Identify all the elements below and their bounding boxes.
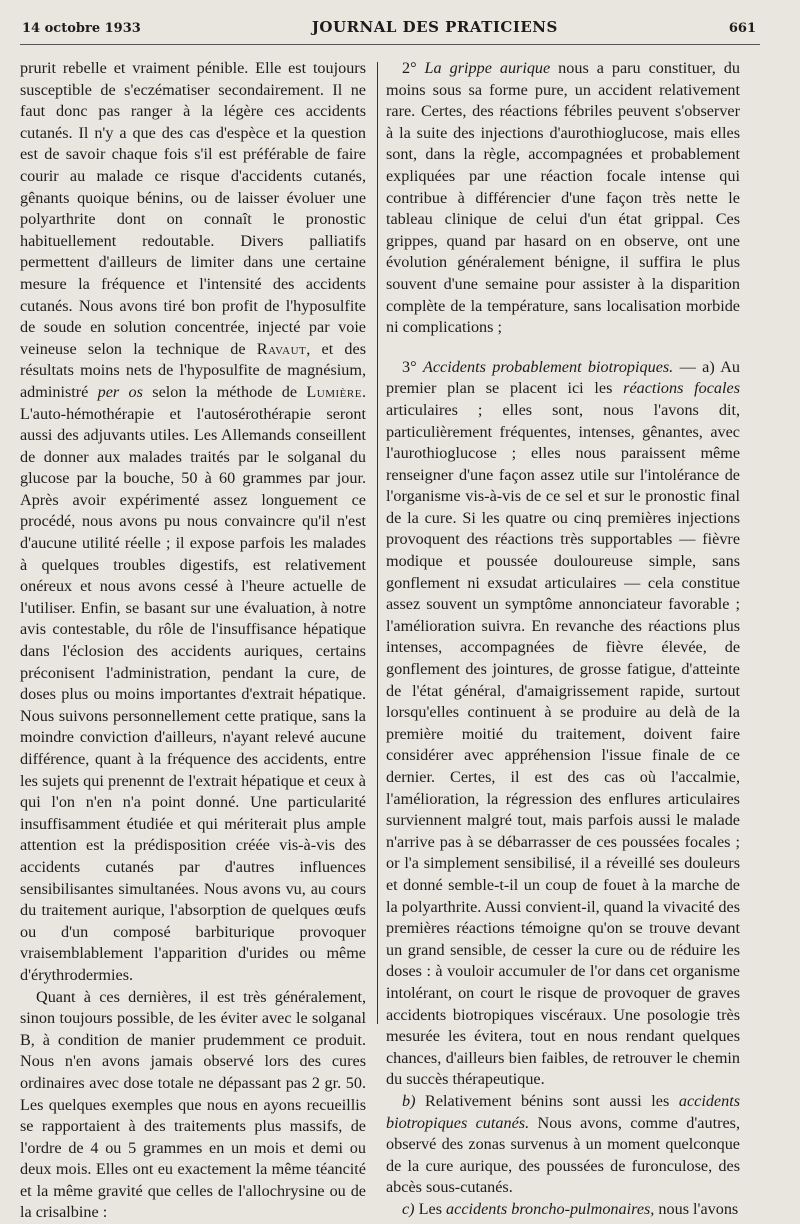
author-name-ravaut: Ravaut: [256, 339, 307, 358]
right-column: [386, 58, 740, 1220]
section-2-grippe: [386, 58, 740, 339]
subsection-letter: c): [402, 1199, 415, 1218]
text-run: articulaires ; elles sont, nous l'avons dit, particulièrement fréquentes, intenses, gênantes, avec l'aurothioglucose ; elles nous paraissent même renseigner d'une façon assez utile sur l'intolérance de l'organisme vis-à-vis de ce sel et sur le pronostic final de la cure. Si les quatre ou cinq premières injections provoquent des réactions très supportables — fièvre modique et poussée douloureuse simple, sans gonflement ni exsudat articulaires — cela constitue assez souvent un symptôme annonciateur favorable ; l'amélioration suivra. En revanche des réactions plus intenses, accompagnées de fièvre élevée, de gonflement des jointures, de grosse fatigue, d'atteinte de l'état général, d'amaigrissement rapide, surtout lorsqu'elles continuent à se produire au delà de la première moitié du traitement, doivent faire considérer avec appréhension l'issue finale de ce dernier. Certes, il est des cas où l'accalmie, l'amélioration, la régression des enflures articulaires surviennent malgré tout, mais parfois aussi le malade n'arrive pas à se débarrasser de ces poussées focales ; or l'a simplement sensibilisé, il a réveillé ses douleurs et donné semble-t-il un coup de fouet à la marche de la polyarthrite. Aussi convient-il, quand la vivacité des premières réactions témoigne qu'on se trouve devant un grand sensible, de cesser la cure ou de réduire les doses : à vouloir accumuler de l'or dans cet organisme intolérant, on court le risque de provoquer de graves accidents biotropiques viscéraux. Une posologie très mesurée les évitera, tout en nous rendant quelques chances, d'ailleurs bien faibles, de retrouver le chemin du succès thérapeutique.: [386, 400, 740, 1089]
left-paragraph-2: Quant à ces dernières, il est très généralement, sinon toujours possible, de les éviter avec le solganal B, à condition de manier prudemment ce produit. Nous n'en avons jamais observé lors des cures ordinaires avec dose totale ne dépassant pas 2 gr. 50. Les quelques exemples que nous en ayons recueillis se rapportaient à des traitements plus massifs, de l'ordre de 4 ou 5 grammes en un mois et demi ou deux mois. Elles ont eu exactement la même téancité et la même gravité que celles de l'allochrysine ou de la crisalbine :: [20, 987, 366, 1222]
term-accidents-cutanes: accidents biotropiques cutanés.: [386, 1091, 740, 1132]
text-run: prurit rebelle et vraiment pénible. Elle est toujours susceptible de s'eczématiser secondairement. Il ne faut donc pas ranger à la légère ces accidents cutanés. Il n'y a que des cas d'espèce et la question est de savoir chaque fois s'il est préférable de faire courir au malade ce risque d'accidents cutanés, gênants quoique bénins, ou de laisser évoluer une polyarthrite dont on connaît le pronostic habituellement redoutable. Divers palliatifs permettent d'ailleurs de limiter dans une certaine mesure la fréquence et l'intensité des accidents cutanés. Nous avons tiré bon profit de l'hyposulfite de soude en solution concentrée, injecté par voie veineuse selon la technique de: [20, 59, 366, 358]
subsection-letter: b): [402, 1091, 416, 1110]
issue-date: 14 octobre 1933: [22, 21, 141, 36]
subsection-c: [386, 1199, 740, 1221]
author-name-lumiere: Lumière: [306, 382, 362, 401]
term-reactions-focales: réactions focales: [623, 379, 740, 398]
text-run: Les: [414, 1199, 447, 1218]
journal-title: JOURNAL DES PRATICIENS: [311, 18, 558, 36]
text-run: , et des résultats moins nets de l'hyposulfite de magnésium, administré: [20, 339, 366, 401]
section-number: 3°: [402, 357, 423, 376]
text-run: Relativement bénins sont aussi les: [415, 1091, 679, 1110]
header-rule: [20, 44, 760, 45]
text-run: Nous avons, comme d'autres, observé des zonas survenus à un moment quelconque de la cure aurique, des poussées de furonculose, des abcès sous-cutanés.: [386, 1113, 741, 1197]
subsection-b: [386, 1091, 740, 1199]
text-run: nous a paru constituer, du moins sous sa forme pure, un accident relativement rare. Certes, des réactions fébriles peuvent s'observer à la suite des injections d'aurothioglucose, mais elles sont, dans la règle, accompagnées et probablement expliquées par une réaction focale intense qui contribue à différencier d'une façon très nette le tableau clinique de celui d'un état grippal. Ces grippes, quand par hasard on en observe, ont une évolution généralement bénigne, il suffira le plus souvent d'une semaine pour assister à la disparition complète de la température, sans localisation morbide ni complications ;: [386, 59, 740, 337]
text-run: selon la méthode de: [142, 382, 307, 401]
text-run: nous l'avons: [654, 1199, 739, 1218]
latin-per-os: per os: [97, 382, 143, 401]
column-divider: [377, 62, 378, 1024]
text-run: — a) Au premier plan se placent ici les: [386, 357, 741, 398]
term-broncho-pulmonaires: accidents broncho-pulmonaires,: [446, 1199, 655, 1218]
left-column: [20, 58, 366, 1224]
text-run: . L'auto-hémothérapie et l'autosérothérapie seront aussi des adjuvants utiles. Les Allemands conseillent de donner aux malades traités par le solganal du glucose par la bouche, 50 à 60 grammes par jour. Après avoir expérimenté assez longuement ce procédé, nous avons pu nous convaincre qu'il n'est d'aucune utilité réelle ; il expose parfois les malades à quelques troubles digestifs, est relativement onéreux et nous avons cessé à l'heure actuelle de l'utiliser. Enfin, se basant sur une évaluation, à notre avis contestable, du rôle de l'insuffisance hépatique dans l'éclosion des accidents auriques, certains préconisent l'administration, pendant la cure, de doses plus ou moins importantes d'extrait hépatique. Nous suivons personnellement cette pratique, sans la moindre conviction d'ailleurs, n'ayant relevé aucune différence, quant à la fréquence des accidents, entre les sujets qui prenennt de l'extrait hépatique et ceux à qui l'on n'en n'a point donné. Une particularité insuffisamment étudiée et qui mériterait plus ample attention est la prédisposition créée vis-à-vis des accidents cutanés par d'autres influences sensibilisantes simultanées. Nous avons vu, au cours du traitement aurique, l'absorption de quelques œufs ou d'un composé barbiturique provoquer vraisemblablement l'apparition d'urides ou même d'érythrodermies.: [20, 382, 366, 984]
page-number: 661: [728, 21, 756, 36]
section-number: 2°: [402, 59, 425, 77]
section-3-biotropiques: [386, 357, 740, 1091]
section-title: Accidents probablement biotropiques.: [422, 357, 674, 376]
left-paragraph-1: [20, 58, 366, 987]
section-title: La grippe aurique: [424, 59, 551, 77]
page-header: [22, 18, 756, 36]
